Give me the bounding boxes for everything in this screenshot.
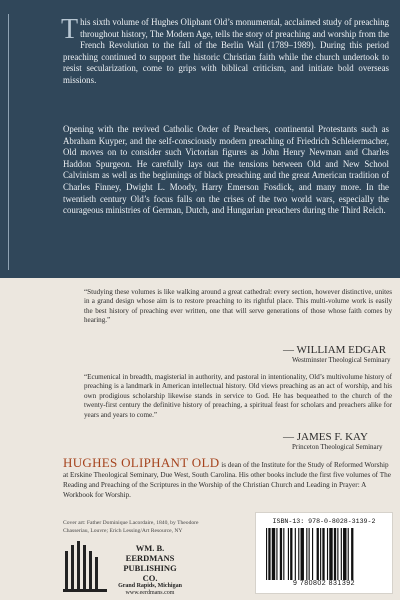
- barcode-bar: [309, 528, 310, 580]
- barcode-bar: [341, 528, 342, 580]
- barcode-bar: [276, 528, 277, 580]
- barcode-number: 9 780802 831392: [293, 580, 355, 587]
- barcode-bar: [329, 528, 332, 580]
- barcode-bar: [301, 528, 304, 580]
- publisher-logo: [63, 541, 183, 596]
- endorsement-quote-1: “Studying these volumes is like walking around a great cathedral: every section, however distinctive, unites in a grand design whose aim is to restore preaching to its rightful place. This multi-volume work is easily the best history of preaching ever written, one that will serve generations of those whose faith comes by hearing.”: [84, 288, 392, 325]
- barcode-bar: [337, 528, 338, 580]
- barcode-bar: [268, 528, 270, 580]
- barcode-bar: [272, 528, 275, 580]
- endorsement-quote-2: “Ecumenical in breadth, magisterial in authority, and pastoral in intentionality, Old’s multivolume history of preaching is a landmark in American intellectual history. Old views preaching as an act of worship, and his own prodigious scholarship likewise stands in service to God. He has bequeathed to the church of the twenty-first century the definitive history of preaching, a spiritual feast for scholars and preachers alike for years and years to come.”: [84, 373, 392, 419]
- barcode-bar: [348, 528, 349, 580]
- barcode-bar: [298, 528, 299, 580]
- barcode-bar: [320, 528, 321, 580]
- vertical-rule: [8, 14, 9, 270]
- barcode-bar: [306, 528, 307, 580]
- barcode-bar: [283, 528, 284, 580]
- publisher-name: [115, 543, 185, 597]
- barcode-bar: [317, 528, 319, 580]
- barcode-bar: [343, 528, 346, 580]
- barcode-bars: [266, 528, 382, 580]
- publisher-line-1: WM. B. EERDMANS: [125, 543, 175, 563]
- description-panel: [0, 0, 400, 278]
- publisher-line-2: PUBLISHING CO.: [123, 563, 177, 583]
- isbn-label: ISBN-13: 978-0-8028-3139-2: [272, 518, 376, 525]
- author-bio: [63, 455, 391, 500]
- barcode-bar: [290, 528, 292, 580]
- barcode-bar: [327, 528, 328, 580]
- barcode-bar: [312, 528, 313, 580]
- author-bio-text: is dean of the Institute for the Study of Reformed Worship at Erskine Theological Seminary, Due West, South Carolina. His other books include the first five volumes of The Reading and Preaching of the Scriptures in the Worship of the Christian Church and Leading in Prayer: A Workbook for Worship.: [63, 461, 391, 499]
- description-paragraph-1: [61, 14, 389, 87]
- publisher-url: www.eerdmans.com: [125, 590, 175, 596]
- barcode-bar: [322, 528, 324, 580]
- cover-art-credit: Cover art: Father Dominique Lacordaire, 1840, by Theodore Chasseriau, Louvre; Erich Lessing/Art Resource, NY: [63, 520, 199, 534]
- description-text-1: his sixth volume of Hughes Oliphant Old’s monumental, acclaimed study of preaching throughout history, The Modern Age, tells the story of preaching and worship from the French Revolution to the fall of the Berlin Wall (1789–1989). During this period preaching continued to support the historic Christian faith while the church undertook to resist secularization, come to grips with biblical criticism, and initiate bold overseas missions.: [63, 17, 389, 85]
- barcode-bar: [280, 528, 282, 580]
- barcode-bar: [351, 528, 353, 580]
- columns-icon: [63, 541, 111, 593]
- endorsement-attribution-1: [283, 344, 390, 365]
- drop-cap: T: [61, 14, 79, 45]
- author-name: HUGHES OLIPHANT OLD: [63, 455, 220, 470]
- endorser-name: — WILLIAM EDGAR: [283, 344, 387, 356]
- endorser-name: — JAMES F. KAY: [283, 431, 368, 443]
- description-paragraph-2: Opening with the revived Catholic Order of Preachers, continental Protestants such as Abraham Kuyper, and the self-consciously modern preaching of Friedrich Schleiermacher, Old moves on to consider such Victorian figures as John Henry Newman and Charles Haddon Spurgeon. He carefully lays out the tensions between Old and New School Calvinism as well as the beginnings of black preaching and the great American tradition of Charles Finney, Dwight L. Moody, Harry Emerson Fosdick, and many more. In the twentieth century Old’s focus falls on the crises of the two world wars, especially the courageous ministries of German, Dutch, and Hungarian preachers during the Third Reich.: [63, 124, 389, 216]
- barcode-bar: [288, 528, 289, 580]
- barcode-bar: [295, 528, 296, 580]
- barcode-bar: [266, 528, 267, 580]
- endorser-affiliation: Princeton Theological Seminary: [292, 443, 383, 451]
- publisher-city: Grand Rapids, Michigan: [118, 583, 182, 589]
- endorser-affiliation: Westminster Theological Seminary: [292, 356, 391, 364]
- endorsement-attribution-2: [283, 431, 382, 452]
- barcode: [255, 512, 393, 594]
- barcode-bar: [334, 528, 336, 580]
